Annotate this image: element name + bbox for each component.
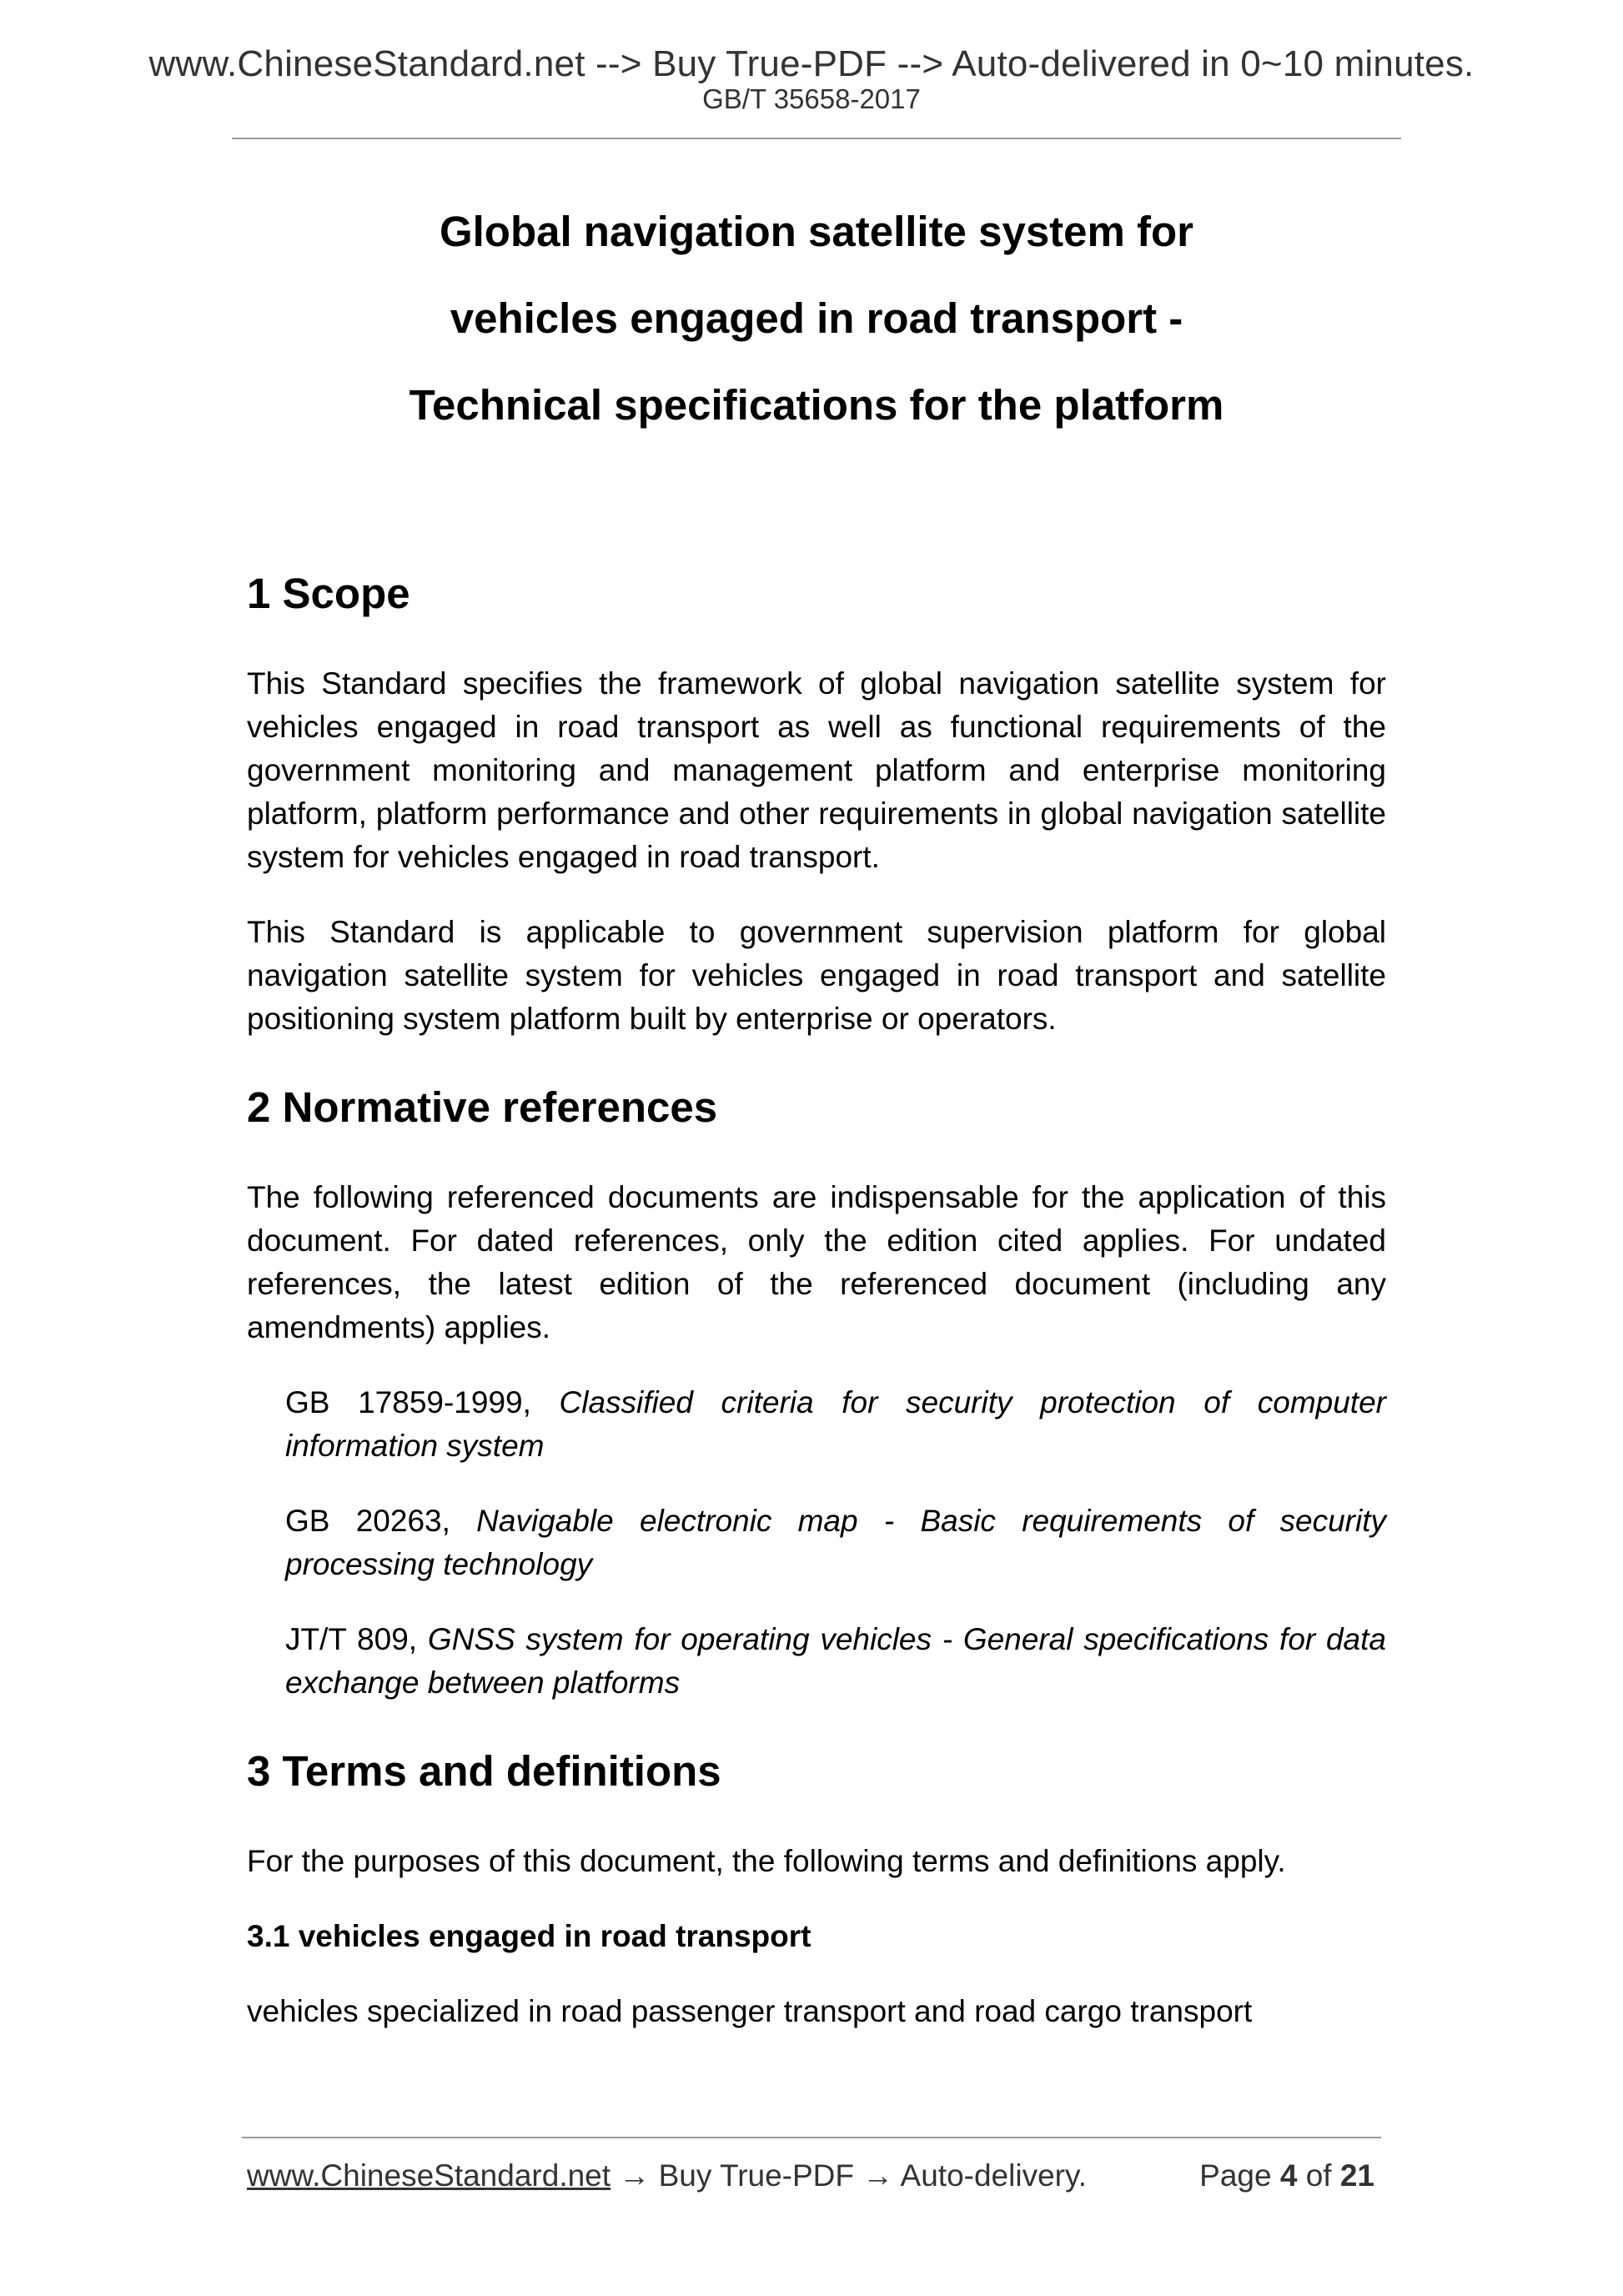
of-label: of <box>1305 2158 1332 2193</box>
document-body <box>247 564 1386 2033</box>
reference-title: Navigable electronic map - Basic requirements of security processing technology <box>285 1504 1386 1581</box>
term-heading: 3.1 vehicles engaged in road transport <box>247 1919 812 1953</box>
page-footer <box>247 2158 1374 2205</box>
reference-title: Classified criteria for security protection of computer information system <box>285 1385 1386 1463</box>
header-banner: www.ChineseStandard.net --> Buy True-PDF --> Auto-delivered in 0~10 minutes. <box>148 43 1475 84</box>
reference-code: GB 17859-1999, <box>285 1385 560 1419</box>
arrow-right-icon: → <box>854 2158 901 2193</box>
section-heading-terms-and-definitions: 3 Terms and definitions <box>247 1747 721 1795</box>
scope-paragraph-1: This Standard specifies the framework of global navigation satellite system for vehicles engaged in road transport as well as functional requirements of the government monitoring and management platform and enterprise monitoring platform, platform performance and other requirements in global navigation satellite system for vehicles engaged in road transport. <box>247 666 1386 874</box>
header-divider <box>232 138 1401 139</box>
document-code: GB/T 35658-2017 <box>702 83 921 114</box>
reference-item <box>285 1500 1386 1586</box>
reference-code: GB 20263, <box>285 1504 477 1538</box>
footer-delivery-text: Auto-delivery. <box>900 2158 1088 2193</box>
section-heading-normative-references: 2 Normative references <box>247 1083 718 1131</box>
footer-site-link[interactable]: www.ChineseStandard.net <box>247 2158 611 2193</box>
reference-item <box>285 1381 1386 1468</box>
current-page: 4 <box>1279 2158 1298 2193</box>
scope-paragraph-2: This Standard is applicable to government supervision platform for global navigation satellite system for vehicles engaged in road transport and satellite positioning system platform built by enterprise or operators. <box>247 915 1386 1036</box>
reference-item <box>285 1618 1386 1705</box>
section-heading-scope: 1 Scope <box>247 570 410 617</box>
title-line-3: Technical specifications for the platform <box>409 381 1224 429</box>
footer-links <box>247 2158 1087 2193</box>
footer-buy-text: Buy True-PDF <box>658 2158 855 2193</box>
document-title <box>232 188 1401 449</box>
reference-code: JT/T 809, <box>285 1622 428 1656</box>
footer-divider <box>242 2137 1381 2138</box>
terms-intro-paragraph: For the purposes of this document, the following terms and definitions apply. <box>247 1844 1286 1878</box>
arrow-right-icon: → <box>611 2158 659 2193</box>
normative-paragraph: The following referenced documents are indispensable for the application of this document. For dated references, only the edition cited applies. For undated references, the latest edition of the referenced document (including any amendments) applies. <box>247 1180 1386 1344</box>
page-number <box>1199 2158 1374 2193</box>
page-label: Page <box>1199 2158 1272 2193</box>
title-line-1: Global navigation satellite system for <box>439 208 1194 255</box>
term-definition: vehicles specialized in road passenger transport and road cargo transport <box>247 1994 1253 2028</box>
reference-title: GNSS system for operating vehicles - General specifications for data exchange between platforms <box>285 1622 1386 1700</box>
total-pages: 21 <box>1339 2158 1374 2193</box>
title-line-2: vehicles engaged in road transport - <box>450 294 1183 342</box>
